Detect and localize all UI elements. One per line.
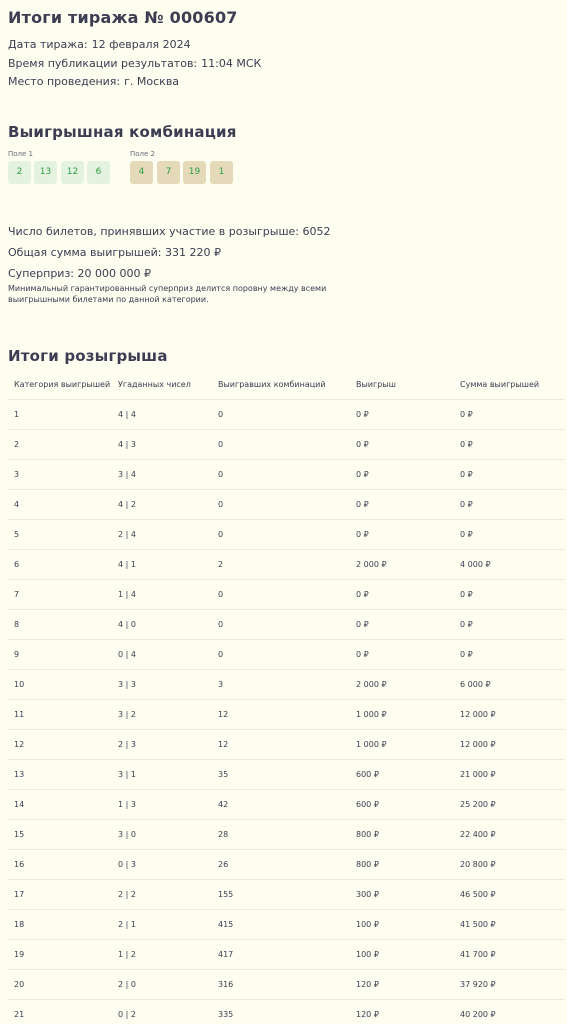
column-header: Выигрыш	[356, 379, 396, 389]
field2-number: 19	[183, 161, 206, 184]
field2-label: Поле 2	[130, 150, 156, 158]
category-cell: 6	[8, 550, 112, 580]
winners-cell: 35	[212, 760, 350, 790]
table-row	[8, 820, 565, 850]
total-cell: 12 000 ₽	[454, 730, 565, 760]
prize-cell: 2 000 ₽	[350, 550, 454, 580]
table-row	[8, 700, 565, 730]
total-cell: 4 000 ₽	[454, 550, 565, 580]
table-row	[8, 430, 565, 460]
table-row	[8, 460, 565, 490]
guessed-cell: 1 | 2	[112, 940, 212, 970]
total-cell: 0 ₽	[454, 430, 565, 460]
results-title: Итоги розыгрыша	[8, 347, 168, 365]
guessed-cell: 1 | 3	[112, 790, 212, 820]
total-cell: 25 200 ₽	[454, 790, 565, 820]
superprize-note: Минимальный гарантированный суперприз делится поровну между всеми выигрышными билетами по данной категории.	[8, 284, 327, 304]
total-line	[8, 246, 221, 259]
guessed-cell: 3 | 2	[112, 700, 212, 730]
guessed-cell: 2 | 2	[112, 880, 212, 910]
table-row	[8, 670, 565, 700]
category-cell: 7	[8, 580, 112, 610]
winners-cell: 0	[212, 430, 350, 460]
publish-time-value: 11:04 МСК	[201, 57, 262, 70]
prize-cell: 800 ₽	[350, 850, 454, 880]
tickets-label: Число билетов, принявших участие в розыгрыше:	[8, 225, 300, 238]
guessed-cell: 3 | 4	[112, 460, 212, 490]
prize-cell: 600 ₽	[350, 760, 454, 790]
superprize-label: Суперприз:	[8, 267, 75, 280]
prize-cell: 800 ₽	[350, 820, 454, 850]
table-row	[8, 490, 565, 520]
field1-number: 13	[34, 161, 57, 184]
combination-title: Выигрышная комбинация	[8, 123, 237, 141]
total-cell: 46 500 ₽	[454, 880, 565, 910]
table-row	[8, 610, 565, 640]
category-cell: 3	[8, 460, 112, 490]
category-cell: 14	[8, 790, 112, 820]
category-cell: 11	[8, 700, 112, 730]
table-row	[8, 760, 565, 790]
superprize-line	[8, 267, 151, 280]
winners-cell: 335	[212, 1000, 350, 1024]
winners-cell: 0	[212, 520, 350, 550]
table-row	[8, 580, 565, 610]
total-cell: 0 ₽	[454, 490, 565, 520]
table-row	[8, 790, 565, 820]
category-cell: 20	[8, 970, 112, 1000]
guessed-cell: 3 | 1	[112, 760, 212, 790]
prize-cell: 2 000 ₽	[350, 670, 454, 700]
guessed-cell: 4 | 3	[112, 430, 212, 460]
field2-number: 4	[130, 161, 153, 184]
winners-cell: 415	[212, 910, 350, 940]
guessed-cell: 2 | 0	[112, 970, 212, 1000]
category-cell: 15	[8, 820, 112, 850]
page-title: Итоги тиража № 000607	[8, 8, 238, 27]
category-cell: 2	[8, 430, 112, 460]
category-cell: 1	[8, 400, 112, 430]
draw-date-value: 12 февраля 2024	[91, 38, 191, 51]
winners-cell: 155	[212, 880, 350, 910]
winners-cell: 0	[212, 640, 350, 670]
guessed-cell: 2 | 1	[112, 910, 212, 940]
table-row	[8, 850, 565, 880]
total-label: Общая сумма выигрышей:	[8, 246, 162, 259]
table-row	[8, 400, 565, 430]
category-cell: 10	[8, 670, 112, 700]
table-row	[8, 1000, 565, 1024]
prize-cell: 0 ₽	[350, 640, 454, 670]
field1-number: 12	[61, 161, 84, 184]
table-row	[8, 640, 565, 670]
winners-cell: 28	[212, 820, 350, 850]
winners-cell: 0	[212, 460, 350, 490]
field2-number: 1	[210, 161, 233, 184]
guessed-cell: 1 | 4	[112, 580, 212, 610]
total-value: 331 220 ₽	[165, 246, 221, 259]
field2-number: 7	[157, 161, 180, 184]
total-cell: 41 700 ₽	[454, 940, 565, 970]
prize-cell: 0 ₽	[350, 580, 454, 610]
column-header: Категория выигрышей	[14, 379, 111, 389]
table-row	[8, 730, 565, 760]
guessed-cell: 0 | 2	[112, 1000, 212, 1024]
prize-cell: 0 ₽	[350, 460, 454, 490]
winners-cell: 2	[212, 550, 350, 580]
winners-cell: 12	[212, 730, 350, 760]
category-cell: 16	[8, 850, 112, 880]
total-cell: 0 ₽	[454, 580, 565, 610]
guessed-cell: 2 | 3	[112, 730, 212, 760]
total-cell: 20 800 ₽	[454, 850, 565, 880]
prize-cell: 0 ₽	[350, 520, 454, 550]
column-header: Сумма выигрышей	[460, 379, 540, 389]
prize-cell: 100 ₽	[350, 940, 454, 970]
total-cell: 40 200 ₽	[454, 1000, 565, 1024]
guessed-cell: 4 | 1	[112, 550, 212, 580]
total-cell: 0 ₽	[454, 640, 565, 670]
winners-cell: 12	[212, 700, 350, 730]
total-cell: 22 400 ₽	[454, 820, 565, 850]
total-cell: 0 ₽	[454, 460, 565, 490]
prize-cell: 100 ₽	[350, 910, 454, 940]
results-table	[8, 369, 565, 1024]
prize-cell: 600 ₽	[350, 790, 454, 820]
category-cell: 19	[8, 940, 112, 970]
publish-time-label: Время публикации результатов:	[8, 57, 198, 70]
prize-cell: 0 ₽	[350, 610, 454, 640]
total-cell: 0 ₽	[454, 400, 565, 430]
guessed-cell: 4 | 0	[112, 610, 212, 640]
prize-cell: 120 ₽	[350, 970, 454, 1000]
total-cell: 0 ₽	[454, 610, 565, 640]
prize-cell: 0 ₽	[350, 400, 454, 430]
category-cell: 4	[8, 490, 112, 520]
guessed-cell: 0 | 3	[112, 850, 212, 880]
column-header: Выигравших комбинаций	[218, 379, 326, 389]
winners-cell: 3	[212, 670, 350, 700]
winners-cell: 0	[212, 610, 350, 640]
winners-cell: 0	[212, 400, 350, 430]
winners-cell: 0	[212, 580, 350, 610]
table-row	[8, 520, 565, 550]
table-header-row	[8, 369, 565, 400]
category-cell: 5	[8, 520, 112, 550]
superprize-value: 20 000 000 ₽	[77, 267, 151, 280]
total-cell: 6 000 ₽	[454, 670, 565, 700]
prize-cell: 0 ₽	[350, 430, 454, 460]
guessed-cell: 0 | 4	[112, 640, 212, 670]
field1-number: 6	[87, 161, 110, 184]
winners-cell: 26	[212, 850, 350, 880]
column-header: Угаданных чисел	[118, 379, 191, 389]
tickets-line	[8, 225, 331, 238]
category-cell: 8	[8, 610, 112, 640]
draw-date-label: Дата тиража:	[8, 38, 88, 51]
publish-time-line	[8, 57, 261, 70]
tickets-value: 6052	[302, 225, 331, 238]
guessed-cell: 4 | 4	[112, 400, 212, 430]
guessed-cell: 2 | 4	[112, 520, 212, 550]
category-cell: 21	[8, 1000, 112, 1024]
winners-cell: 42	[212, 790, 350, 820]
category-cell: 12	[8, 730, 112, 760]
prize-cell: 1 000 ₽	[350, 730, 454, 760]
total-cell: 21 000 ₽	[454, 760, 565, 790]
place-line	[8, 75, 179, 88]
draw-date-line	[8, 38, 191, 51]
table-row	[8, 910, 565, 940]
prize-cell: 300 ₽	[350, 880, 454, 910]
total-cell: 37 920 ₽	[454, 970, 565, 1000]
category-cell: 17	[8, 880, 112, 910]
total-cell: 0 ₽	[454, 520, 565, 550]
guessed-cell: 3 | 3	[112, 670, 212, 700]
table-row	[8, 880, 565, 910]
total-cell: 12 000 ₽	[454, 700, 565, 730]
table-row	[8, 940, 565, 970]
total-cell: 41 500 ₽	[454, 910, 565, 940]
winners-cell: 316	[212, 970, 350, 1000]
table-row	[8, 970, 565, 1000]
field1-label: Поле 1	[8, 150, 34, 158]
guessed-cell: 4 | 2	[112, 490, 212, 520]
category-cell: 13	[8, 760, 112, 790]
prize-cell: 0 ₽	[350, 490, 454, 520]
place-label: Место проведения:	[8, 75, 121, 88]
guessed-cell: 3 | 0	[112, 820, 212, 850]
prize-cell: 1 000 ₽	[350, 700, 454, 730]
prize-cell: 120 ₽	[350, 1000, 454, 1024]
place-value: г. Москва	[124, 75, 180, 88]
winners-cell: 417	[212, 940, 350, 970]
results-table-body	[8, 400, 565, 1024]
field1-number: 2	[8, 161, 31, 184]
winners-cell: 0	[212, 490, 350, 520]
table-row	[8, 550, 565, 580]
category-cell: 18	[8, 910, 112, 940]
category-cell: 9	[8, 640, 112, 670]
